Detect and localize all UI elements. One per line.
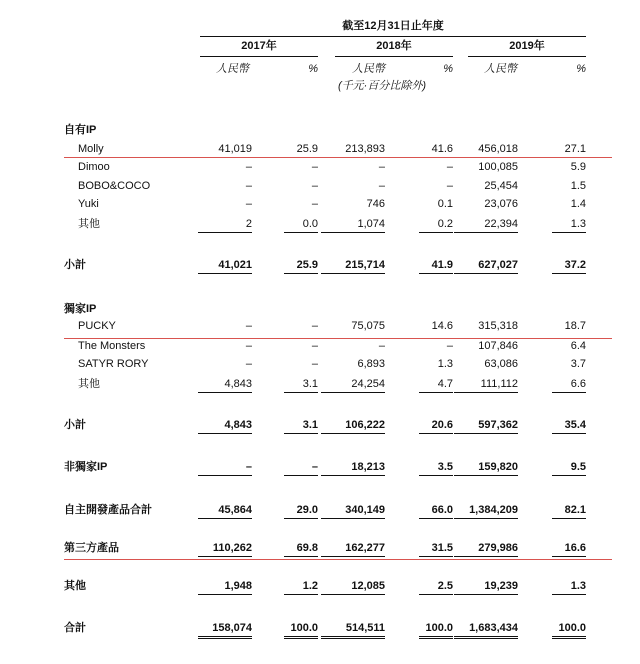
cell-amount: 1,384,209 bbox=[448, 504, 518, 519]
year-2018: 2018年 bbox=[376, 40, 412, 52]
cell-amount: 111,112 bbox=[448, 378, 518, 393]
cell-amount: – bbox=[378, 340, 385, 352]
col-pct-2017: % bbox=[308, 63, 318, 75]
year-2019: 2019年 bbox=[509, 40, 545, 52]
cell-percent: – bbox=[446, 180, 453, 192]
cell-percent: 1.3 bbox=[546, 218, 586, 233]
year-2018-rule bbox=[335, 56, 453, 57]
col-rmb-2018: 人民幣 bbox=[352, 63, 385, 75]
cell-percent: – bbox=[278, 461, 318, 476]
cell-amount: 4,843 bbox=[192, 378, 252, 393]
cell-amount: 340,149 bbox=[315, 504, 385, 519]
cell-amount: 514,511 bbox=[315, 622, 385, 639]
cell-percent: 3.7 bbox=[570, 358, 586, 370]
cell-percent: 3.1 bbox=[278, 419, 318, 434]
cell-percent: 100.0 bbox=[546, 622, 586, 639]
section-own-ip: 自有IP bbox=[64, 124, 97, 136]
cell-percent: 31.5 bbox=[413, 542, 453, 557]
cell-percent: 0.1 bbox=[437, 198, 453, 210]
cell-percent: 37.2 bbox=[546, 259, 586, 274]
cell-percent: 5.9 bbox=[570, 161, 586, 173]
row-label: 其他 bbox=[78, 378, 100, 390]
cell-amount: 23,076 bbox=[484, 198, 518, 210]
cell-percent: 0.0 bbox=[278, 218, 318, 233]
cell-amount: 75,075 bbox=[351, 320, 385, 332]
row-label: PUCKY bbox=[78, 320, 116, 332]
cell-amount: 63,086 bbox=[484, 358, 518, 370]
cell-amount: 315,318 bbox=[478, 320, 518, 332]
cell-percent: – bbox=[311, 180, 318, 192]
year-2017: 2017年 bbox=[241, 40, 277, 52]
cell-percent: 1.5 bbox=[570, 180, 586, 192]
row-label: Dimoo bbox=[78, 161, 110, 173]
cell-amount: 107,846 bbox=[478, 340, 518, 352]
cell-amount: 106,222 bbox=[315, 419, 385, 434]
cell-percent: 66.0 bbox=[413, 504, 453, 519]
cell-amount: 25,454 bbox=[484, 180, 518, 192]
row-label: Molly bbox=[78, 143, 104, 155]
cell-amount: 41,021 bbox=[192, 259, 252, 274]
cell-percent: 41.9 bbox=[413, 259, 453, 274]
cell-percent: 29.0 bbox=[278, 504, 318, 519]
row-label: BOBO&COCO bbox=[78, 180, 151, 192]
cell-percent: 2.5 bbox=[413, 580, 453, 595]
cell-amount: 159,820 bbox=[448, 461, 518, 476]
cell-percent: 100.0 bbox=[413, 622, 453, 639]
cell-percent: 1.2 bbox=[278, 580, 318, 595]
cell-amount: 18,213 bbox=[315, 461, 385, 476]
cell-percent: 20.6 bbox=[413, 419, 453, 434]
cell-amount: 110,262 bbox=[192, 542, 252, 557]
highlight-line-molly bbox=[64, 157, 612, 158]
cell-percent: 35.4 bbox=[546, 419, 586, 434]
cell-percent: 25.9 bbox=[278, 259, 318, 274]
cell-percent: – bbox=[311, 161, 318, 173]
col-pct-2019: % bbox=[576, 63, 586, 75]
cell-percent: 3.5 bbox=[413, 461, 453, 476]
cell-percent: 41.6 bbox=[431, 143, 453, 155]
cell-amount: 2 bbox=[192, 218, 252, 233]
cell-amount: – bbox=[245, 358, 252, 370]
cell-percent: 1.4 bbox=[570, 198, 586, 210]
period-title: 截至12月31日止年度 bbox=[342, 20, 444, 32]
year-2019-rule bbox=[468, 56, 586, 57]
cell-amount: 4,843 bbox=[192, 419, 252, 434]
cell-amount: 746 bbox=[366, 198, 385, 210]
cell-percent: 0.2 bbox=[413, 218, 453, 233]
cell-percent: 100.0 bbox=[278, 622, 318, 639]
cell-percent: – bbox=[446, 340, 453, 352]
row-label: SATYR RORY bbox=[78, 358, 149, 370]
cell-percent: 69.8 bbox=[278, 542, 318, 557]
cell-percent: – bbox=[311, 340, 318, 352]
row-label: 非獨家IP bbox=[64, 461, 108, 473]
cell-amount: 1,074 bbox=[315, 218, 385, 233]
row-label: 其他 bbox=[64, 580, 86, 592]
row-label: 第三方產品 bbox=[64, 542, 119, 554]
highlight-line-pucky bbox=[64, 338, 612, 339]
cell-amount: 12,085 bbox=[315, 580, 385, 595]
cell-amount: 597,362 bbox=[448, 419, 518, 434]
cell-amount: – bbox=[245, 340, 252, 352]
cell-amount: 6,893 bbox=[357, 358, 385, 370]
col-rmb-2019: 人民幣 bbox=[484, 63, 517, 75]
cell-percent: 18.7 bbox=[564, 320, 586, 332]
year-2017-rule bbox=[200, 56, 318, 57]
highlight-line-third-party bbox=[64, 559, 612, 560]
cell-amount: 24,254 bbox=[315, 378, 385, 393]
cell-amount: 158,074 bbox=[192, 622, 252, 639]
row-label: 自主開發產品合計 bbox=[64, 504, 152, 516]
cell-amount: 22,394 bbox=[448, 218, 518, 233]
cell-percent: 6.6 bbox=[546, 378, 586, 393]
cell-amount: 19,239 bbox=[448, 580, 518, 595]
cell-percent: 6.4 bbox=[570, 340, 586, 352]
cell-amount: – bbox=[245, 320, 252, 332]
cell-percent: 25.9 bbox=[296, 143, 318, 155]
cell-percent: 82.1 bbox=[546, 504, 586, 519]
cell-amount: 215,714 bbox=[315, 259, 385, 274]
cell-amount: – bbox=[245, 198, 252, 210]
cell-amount: – bbox=[192, 461, 252, 476]
cell-amount: 213,893 bbox=[345, 143, 385, 155]
cell-amount: 456,018 bbox=[478, 143, 518, 155]
cell-amount: – bbox=[378, 161, 385, 173]
cell-amount: 627,027 bbox=[448, 259, 518, 274]
row-label: 小計 bbox=[64, 259, 86, 271]
cell-amount: – bbox=[378, 180, 385, 192]
cell-percent: – bbox=[311, 358, 318, 370]
cell-percent: – bbox=[311, 320, 318, 332]
cell-amount: – bbox=[245, 161, 252, 173]
cell-percent: – bbox=[446, 161, 453, 173]
unit-note: (千元·百分比除外) bbox=[338, 80, 426, 92]
cell-amount: 1,948 bbox=[192, 580, 252, 595]
col-rmb-2017: 人民幣 bbox=[216, 63, 249, 75]
cell-amount: 41,019 bbox=[218, 143, 252, 155]
cell-percent: 4.7 bbox=[413, 378, 453, 393]
cell-percent: 16.6 bbox=[546, 542, 586, 557]
cell-amount: 100,085 bbox=[478, 161, 518, 173]
header-rule bbox=[200, 36, 586, 37]
cell-amount: 279,986 bbox=[448, 542, 518, 557]
cell-amount: 162,277 bbox=[315, 542, 385, 557]
row-label: Yuki bbox=[78, 198, 99, 210]
cell-amount: 1,683,434 bbox=[448, 622, 518, 639]
row-label: The Monsters bbox=[78, 340, 146, 352]
section-exclusive-ip: 獨家IP bbox=[64, 303, 97, 315]
cell-percent: 9.5 bbox=[546, 461, 586, 476]
cell-percent: 3.1 bbox=[278, 378, 318, 393]
cell-percent: 27.1 bbox=[564, 143, 586, 155]
cell-amount: 45,864 bbox=[192, 504, 252, 519]
col-pct-2018: % bbox=[443, 63, 453, 75]
row-label: 合計 bbox=[64, 622, 86, 634]
cell-percent: – bbox=[311, 198, 318, 210]
cell-percent: 1.3 bbox=[546, 580, 586, 595]
cell-percent: 14.6 bbox=[431, 320, 453, 332]
row-label: 小計 bbox=[64, 419, 86, 431]
row-label: 其他 bbox=[78, 218, 100, 230]
cell-amount: – bbox=[245, 180, 252, 192]
cell-percent: 1.3 bbox=[437, 358, 453, 370]
